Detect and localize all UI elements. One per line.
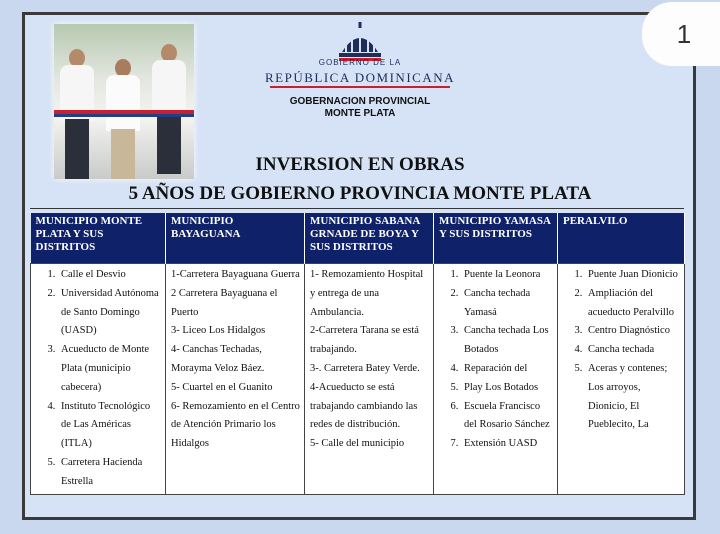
list-item: 2 Carretera Bayaguana el Puerto — [171, 287, 278, 318]
list-item: 5- Cuartel en el Guanito — [171, 381, 273, 393]
document-subtitle: 5 AÑOS DE GOBIERNO PROVINCIA MONTE PLATA — [128, 183, 592, 204]
works-table — [30, 213, 685, 495]
document-title: INVERSION EN OBRAS — [255, 154, 465, 175]
header-yamasa: MUNICIPIO YAMASA Y SUS DISTRITOS — [434, 213, 558, 264]
list-item: 7. Extensión UASD — [461, 435, 553, 454]
list-item: 4- Canchas Techadas, Morayma Veloz Báez. — [171, 344, 265, 374]
list-item: 1. Puente la Leonora — [461, 266, 553, 285]
province-line-2: MONTE PLATA — [324, 108, 396, 119]
title-rule — [30, 208, 684, 209]
province-heading — [260, 96, 460, 120]
gov-small-text: GOBIERNO DE LA — [318, 58, 402, 67]
list-item: 1. Calle el Desvio — [58, 266, 161, 285]
list-item: 2. Universidad Autónoma de Santo Domingo (UASD) — [58, 285, 161, 341]
page-number-badge — [642, 2, 720, 66]
list-item: 1. Puente Juan Dionicio — [585, 266, 680, 285]
list-item: 3-. Carretera Batey Verde. — [310, 362, 420, 374]
list-item: 2-Carretera Tarana se está trabajando. — [310, 325, 419, 356]
table-row — [31, 264, 685, 495]
list-item: 5. Aceras y contenes; Los arroyos, Dionicio, El Pueblecito, La — [585, 360, 680, 435]
government-emblem-icon — [337, 22, 383, 62]
cell-sabana-grande — [305, 264, 434, 495]
cell-peralvilo — [558, 264, 685, 495]
header-sabana-grande: MUNICIPIO SABANA GRNADE DE BOYA Y SUS DISTRITOS — [305, 213, 434, 264]
list-item: 3. Acueducto de Monte Plata (municipio cabecera) — [58, 341, 161, 397]
page-number: 1 — [676, 18, 692, 49]
header-monte-plata: MUNICIPIO MONTE PLATA Y SUS DISTRITOS — [31, 213, 166, 264]
cell-bayaguana — [166, 264, 305, 495]
province-line-1: GOBERNACION PROVINCIAL — [289, 96, 431, 107]
list-item: 6. Escuela Francisco del Rosario Sánchez — [461, 398, 553, 436]
gov-divider — [270, 86, 450, 88]
table-header-row — [31, 213, 685, 264]
header-peralvilo: PERALVILO — [558, 213, 685, 264]
list-item: 4. Reparación del — [461, 360, 553, 379]
list-item: 2. Ampliación del acueducto Peralvillo — [585, 285, 680, 323]
list-item: 1- Remozamiento Hospital y entrega de una Ambulancia. — [310, 269, 424, 318]
list-item: 3- Liceo Los Hidalgos — [171, 325, 266, 337]
list-item: 4-Acueducto se está trabajando cambiando las redes de distribución. — [310, 381, 418, 431]
list-item: 4. Cancha techada — [585, 341, 680, 360]
list-item: 2. Cancha techada Yamasá — [461, 285, 553, 323]
list-item: 4. Instituto Tecnológico de Las Américas (ITLA) — [58, 398, 161, 454]
list-item: 5. Carretera Hacienda Estrella — [58, 454, 161, 492]
header-bayaguana: MUNICIPIO BAYAGUANA — [166, 213, 305, 264]
list-item: 1-Carretera Bayaguana Guerra — [171, 269, 300, 280]
list-item: 5. Play Los Botados — [461, 379, 553, 398]
cell-yamasa — [434, 264, 558, 495]
list-item: 3. Cancha techada Los Botados — [461, 322, 553, 360]
list-item: 5- Calle del municipio — [310, 438, 405, 450]
gov-name-text: REPÚBLICA DOMINICANA — [265, 70, 455, 85]
list-item: 3. Centro Diagnóstico — [585, 322, 680, 341]
cell-monte-plata — [31, 264, 166, 495]
list-item: 6- Remozamiento en el Centro de Atención Primario los Hidalgos — [171, 400, 300, 450]
